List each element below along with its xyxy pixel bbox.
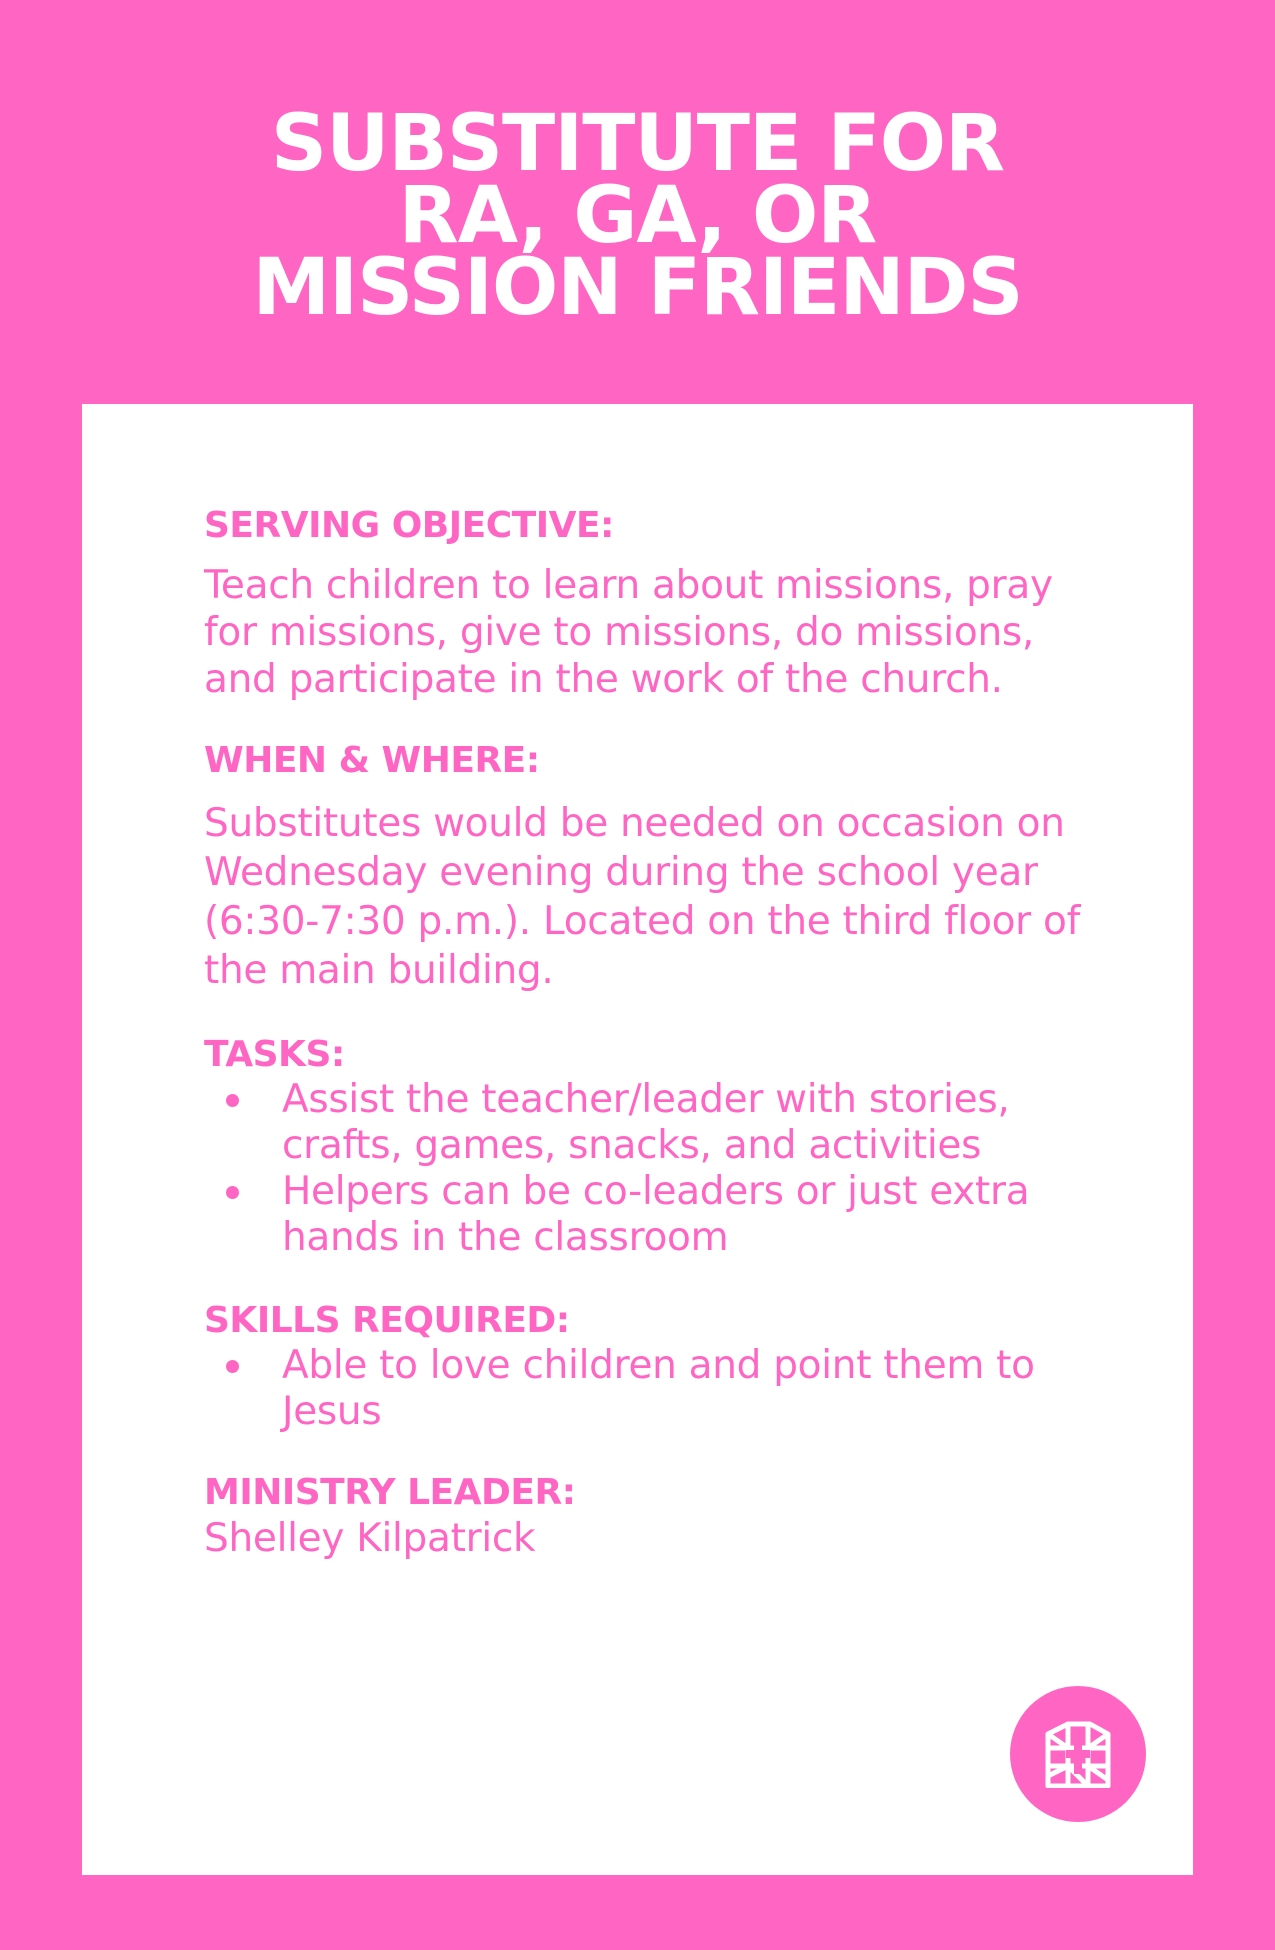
skill-item-1: Able to love children and point them to Jesus (282, 1343, 1035, 1434)
title-line-3: MISSION FRIENDS (252, 243, 1023, 333)
list-item (204, 1343, 1084, 1435)
bullet-icon (226, 1186, 239, 1199)
church-logo (1010, 1686, 1146, 1822)
tasks-list (204, 1077, 1084, 1261)
objective-text: Teach children to learn about missions, pray for missions, give to missions, do missions, and participate in the work of the church. (204, 563, 1053, 702)
leader-name: Shelley Kilpatrick (204, 1516, 536, 1561)
card-content (204, 504, 1084, 1562)
when-where-heading: WHEN & WHERE: (204, 740, 540, 781)
skills-list (204, 1343, 1084, 1435)
tasks-heading: TASKS: (204, 1034, 345, 1075)
bullet-icon (226, 1360, 239, 1373)
title-line-1: SUBSTITUTE FOR (270, 99, 1005, 189)
bullet-icon (226, 1094, 239, 1107)
title-line-2: RA, GA, OR (398, 171, 877, 261)
list-item (204, 1169, 1084, 1261)
task-item-2: Helpers can be co-leaders or just extra hands in the classroom (282, 1169, 1030, 1260)
page-title (0, 99, 1275, 333)
church-logo-icon (1044, 1720, 1112, 1788)
task-item-1: Assist the teacher/leader with stories, crafts, games, snacks, and activities (282, 1077, 1010, 1168)
list-item (204, 1077, 1084, 1169)
objective-heading: SERVING OBJECTIVE: (204, 505, 614, 546)
skills-heading: SKILLS REQUIRED: (204, 1300, 570, 1341)
leader-heading: MINISTRY LEADER: (204, 1472, 576, 1513)
info-card (82, 404, 1193, 1875)
when-where-text: Substitutes would be needed on occasion on Wednesday evening during the school year (6:30-7:30 p.m.). Located on the third floor of the main building. (204, 801, 1081, 993)
